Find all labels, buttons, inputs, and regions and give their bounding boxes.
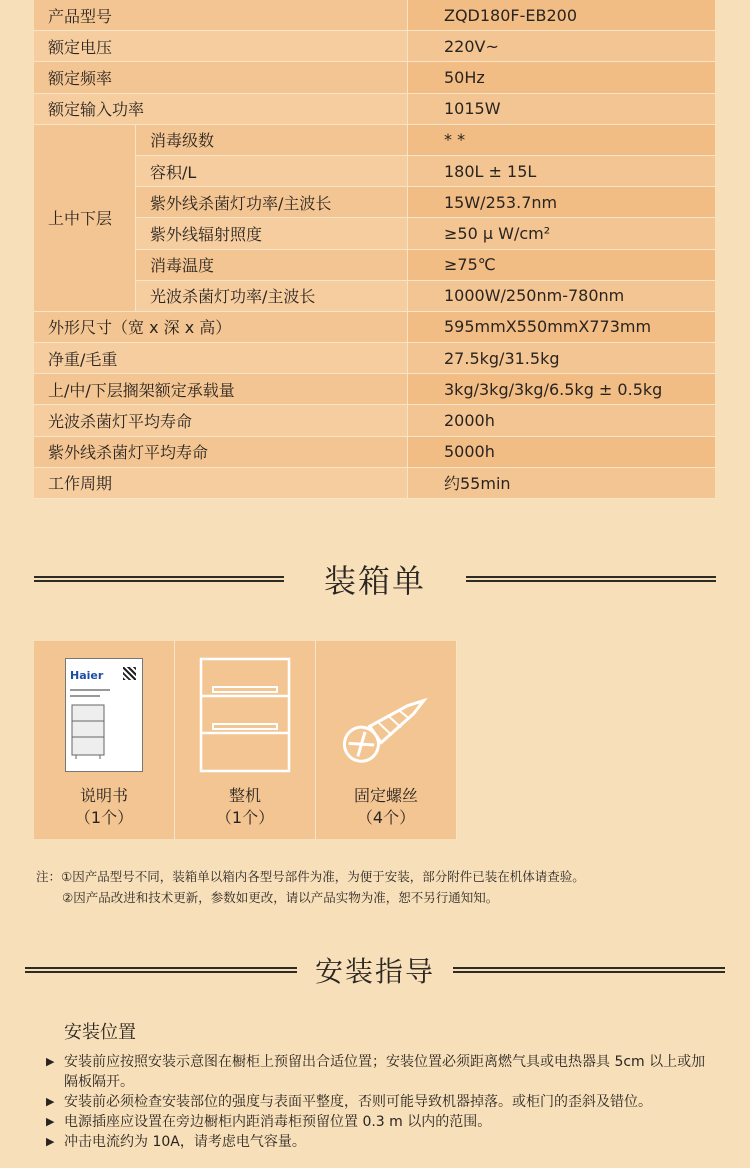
spec-name: 紫外线杀菌灯功率/主波长	[136, 187, 408, 217]
item-name: 说明书	[79, 786, 128, 805]
spec-row	[136, 218, 715, 249]
item-name: 整机	[228, 786, 261, 805]
notes	[36, 866, 585, 908]
spec-name: 容积/L	[136, 156, 408, 186]
spec-name: 光波杀菌灯功率/主波长	[136, 281, 408, 311]
packing-item-manual	[34, 641, 175, 839]
spec-row	[34, 343, 715, 374]
item-qty: （1个）	[74, 808, 134, 827]
screw-icon	[340, 657, 432, 775]
manual-brand-logo: Haier	[70, 669, 104, 682]
note-line-2: ②因产品改进和技术更新，参数如更改，请以产品实物为准，恕不另行通知知。	[62, 890, 499, 905]
spec-name: 消毒温度	[136, 250, 408, 280]
spec-row	[34, 437, 715, 468]
cabinet-thumbnail	[70, 703, 106, 759]
item-name: 固定螺丝	[353, 786, 418, 805]
spec-value: 3kg/3kg/3kg/6.5kg ± 0.5kg	[408, 374, 715, 404]
packing-item-label	[175, 785, 315, 829]
spec-value: 约55min	[408, 468, 715, 498]
packing-list-heading	[0, 556, 750, 602]
install-item	[46, 1052, 706, 1092]
spec-group-label: 上中下层	[34, 125, 136, 312]
heading-rule-left	[25, 967, 297, 973]
spec-row	[136, 125, 715, 156]
spec-row	[34, 405, 715, 436]
spec-value: 180L ± 15L	[408, 156, 715, 186]
spec-name: 工作周期	[34, 468, 408, 498]
packing-item-label	[34, 785, 174, 829]
bullet-arrow-icon: ▶	[46, 1135, 55, 1148]
packing-item-screw	[316, 641, 457, 839]
install-item-text: 安装前必须检查安装部位的强度与表面平整度，否则可能导致机器掉落。或柜门的歪斜及错位。	[64, 1094, 652, 1110]
spec-name: 紫外线杀菌灯平均寿命	[34, 437, 408, 467]
spec-value: 27.5kg/31.5kg	[408, 343, 715, 373]
install-item	[46, 1112, 706, 1132]
spec-row	[34, 468, 715, 499]
install-subtitle: 安装位置	[64, 1022, 136, 1043]
spec-table	[34, 0, 715, 499]
note-line-1: 注：①因产品型号不同，装箱单以箱内各型号部件为准，为便于安装，部分附件已装在机体请查验。	[36, 869, 585, 884]
spec-row	[136, 156, 715, 187]
spec-name: 额定电压	[34, 31, 408, 61]
manual-icon	[65, 658, 143, 772]
spec-row	[34, 0, 715, 31]
install-section	[46, 1018, 706, 1152]
install-item	[46, 1092, 706, 1112]
spec-name: 外形尺寸（宽 x 深 x 高）	[34, 312, 408, 342]
heading-rule-right	[453, 967, 725, 973]
spec-value: ≥50 μ W/cm²	[408, 218, 715, 248]
spec-value: 15W/253.7nm	[408, 187, 715, 217]
spec-row	[34, 62, 715, 93]
spec-row	[136, 281, 715, 312]
spec-value: 1015W	[408, 94, 715, 124]
spec-row	[34, 374, 715, 405]
bullet-arrow-icon: ▶	[46, 1055, 55, 1068]
spec-row	[136, 250, 715, 281]
spec-name: 消毒级数	[136, 125, 408, 155]
bullet-arrow-icon: ▶	[46, 1095, 55, 1108]
heading-rule-right	[466, 576, 716, 582]
heading-rule-left	[34, 576, 284, 582]
spec-name: 上/中/下层搁架额定承载量	[34, 374, 408, 404]
spec-value: 1000W/250nm-780nm	[408, 281, 715, 311]
spec-name: 额定输入功率	[34, 94, 408, 124]
spec-value: 220V~	[408, 31, 715, 61]
spec-row	[34, 312, 715, 343]
spec-name: 产品型号	[34, 0, 408, 30]
spec-name: 光波杀菌灯平均寿命	[34, 405, 408, 435]
install-item-text: 冲击电流约为 10A，请考虑电气容量。	[64, 1134, 306, 1150]
install-guide-heading	[0, 950, 750, 990]
packing-list	[34, 641, 457, 839]
item-qty: （1个）	[215, 808, 275, 827]
spec-value: * *	[408, 125, 715, 155]
spec-row	[136, 187, 715, 218]
install-item-text: 安装前应按照安装示意图在橱柜上预留出合适位置；安装位置必须距离燃气具或电热器具 5cm 以上或加隔板隔开。	[64, 1054, 706, 1090]
spec-value: 595mmX550mmX773mm	[408, 312, 715, 342]
spec-value: 50Hz	[408, 62, 715, 92]
cabinet-icon	[199, 657, 291, 775]
spec-value: 5000h	[408, 437, 715, 467]
spec-value: ≥75℃	[408, 250, 715, 280]
install-item-text: 电源插座应设置在旁边橱柜内距消毒柜预留位置 0.3 m 以内的范围。	[64, 1114, 492, 1130]
spec-value: ZQD180F-EB200	[408, 0, 715, 30]
spec-row	[34, 94, 715, 125]
bullet-arrow-icon: ▶	[46, 1115, 55, 1128]
install-guide-title: 安装指导	[314, 955, 435, 988]
spec-name: 紫外线辐射照度	[136, 218, 408, 248]
qr-code-icon	[123, 667, 136, 680]
spec-group	[34, 125, 715, 312]
packing-list-title: 装箱单	[323, 562, 426, 600]
packing-item-label	[316, 785, 456, 829]
spec-value: 2000h	[408, 405, 715, 435]
spec-name: 额定频率	[34, 62, 408, 92]
spec-name: 净重/毛重	[34, 343, 408, 373]
spec-row	[34, 31, 715, 62]
item-qty: （4个）	[356, 808, 416, 827]
packing-item-cabinet	[175, 641, 316, 839]
install-item	[46, 1132, 706, 1152]
